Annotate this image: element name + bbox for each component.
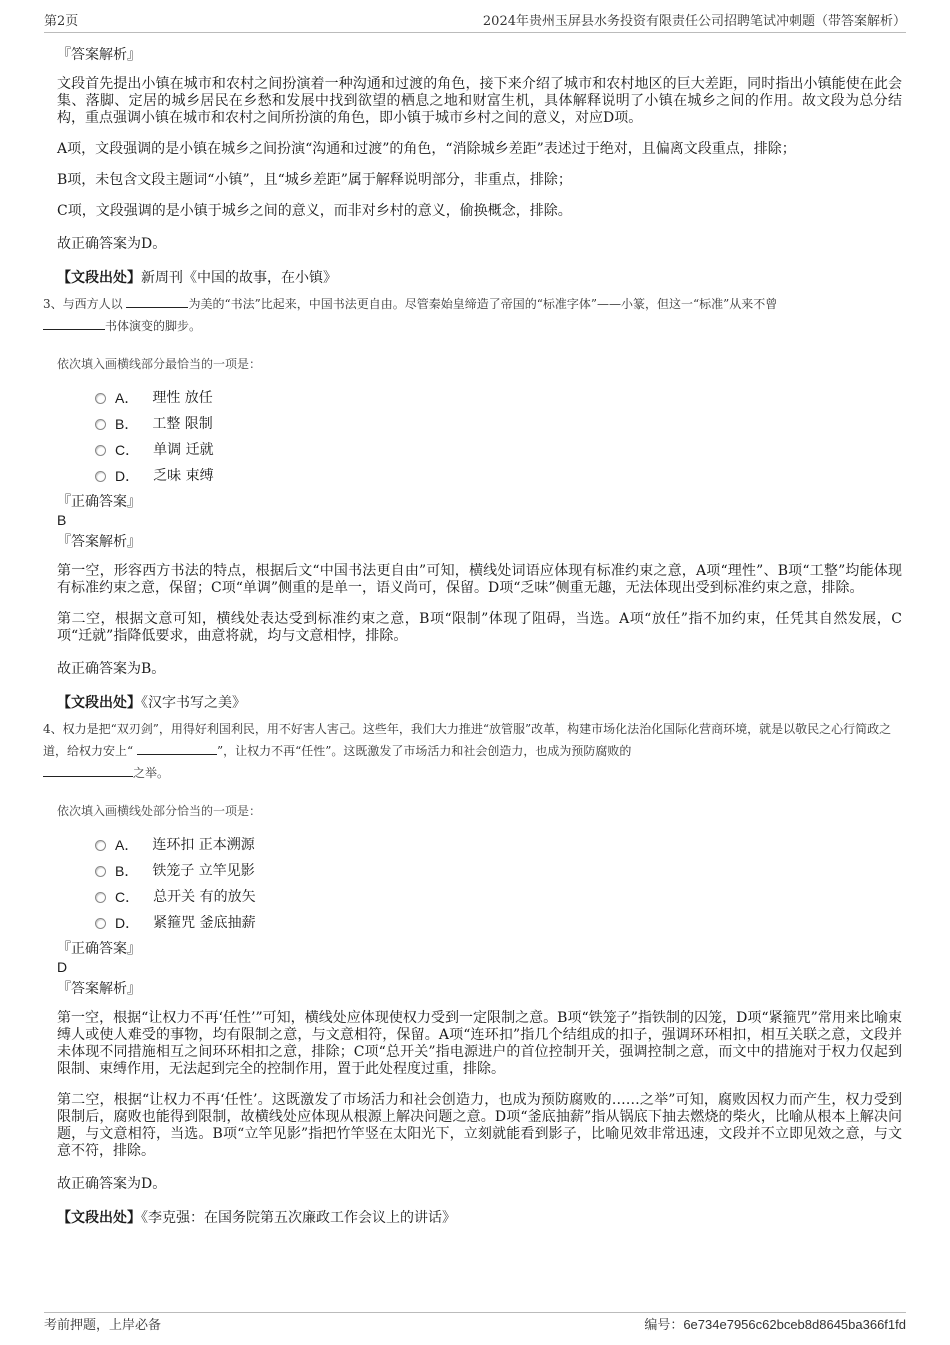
q3-option-a[interactable]: A． 理性 放任 [95,389,902,407]
q3-option-b[interactable]: B． 工整 限制 [95,415,902,433]
fill-blank [126,295,188,308]
q4-option-b[interactable]: B． 铁笼子 立竿见影 [95,862,902,880]
q2-analysis-paragraph: C项，文段强调的是小镇于城乡之间的意义，而非对乡村的意义，偷换概念，排除。 [57,203,572,219]
source-text: 新周刊《中国的故事，在小镇》 [141,270,337,286]
source-text: 《李克强：在国务院第五次廉政工作会议上的讲话》 [141,1210,456,1226]
q4-option-a[interactable]: A． 连环扣 正本溯源 [95,836,902,854]
q3-answer-statement: 故正确答案为B。 [57,661,166,677]
page-footer [44,1314,906,1334]
page-content [43,38,902,1227]
radio-icon[interactable] [95,393,106,404]
q4-options [95,836,902,932]
source-text: 《汉字书写之美》 [141,695,246,711]
footer-divider [44,1312,906,1313]
fill-blank [43,317,105,330]
q2-analysis-label: 『答案解析』 [57,47,141,63]
q2-answer-statement: 故正确答案为D。 [57,236,167,252]
q3-option-c[interactable]: C． 单调 迁就 [95,441,902,459]
radio-icon[interactable] [95,918,106,929]
radio-icon[interactable] [95,840,106,851]
document-code: 编号：6e734e7956c62bceb8d8645ba366f1fd [644,1317,906,1333]
radio-icon[interactable] [95,419,106,430]
radio-icon[interactable] [95,471,106,482]
page-number: 第2页 [44,14,79,29]
footer-slogan: 考前押题，上岸必备 [44,1318,162,1333]
q4-answer-statement: 故正确答案为D。 [57,1176,167,1192]
q2-analysis-paragraph: A项，文段强调的是小镇在城乡之间扮演“沟通和过渡”的角色，“消除城乡差距”表述过于绝对，且偏离文段重点，排除； [57,141,796,157]
document-title: 2024年贵州玉屏县水务投资有限责任公司招聘笔试冲刺题（带答案解析） [482,14,906,29]
radio-icon[interactable] [95,892,106,903]
q3-source [57,694,902,712]
q3-analysis-label: 『答案解析』 [57,534,141,550]
q3-correct-label: 『正确答案』 [57,494,141,510]
q4-correct-label: 『正确答案』 [57,941,141,957]
fill-blank [43,764,133,777]
q3-options [95,389,902,485]
q2-source [57,269,902,287]
q3-correct-answer: B [57,512,67,528]
fill-blank [137,742,217,755]
q4-correct-answer: D [57,959,68,975]
source-tag: 【文段出处】 [57,695,141,711]
header-divider [44,32,906,33]
q3-stem: 3、与西方人以 为美的“书法”比起来，中国书法更自由。尽管秦始皇缔造了帝国的“标准字体”——小篆，但这一“标准”从来不曾 书体演变的脚步。 [43,297,778,333]
q4-analysis-label: 『答案解析』 [57,981,141,997]
q4-analysis-paragraph: 第一空，根据“让权力不再‘任性’”可知，横线处应体现使权力受到一定限制之意。B项“铁笼子”指铁制的囚笼，D项“紧箍咒”常用来比喻束缚人或使人难受的事物，均有限制之意，与文意相符，保留。A项“连环扣”指几个结组成的扣子，强调环环相扣，相互关联之意，文段并未体现不同措施相互之间环环相扣之意，排除；C项“总开关”指电源进户的首位控制开关，强调控制之意，而文中的措施对于权力仅起到限制、束缚作用，无法起到完全的控制作用，置于此处程度过重，排除。 [57,1010,902,1077]
q4-option-d[interactable]: D． 紧箍咒 釜底抽薪 [95,914,902,932]
q4-instruction: 依次填入画横线处部分恰当的一项是： [57,804,262,818]
q2-analysis-paragraph: B项，未包含文段主题词“小镇”，且“城乡差距”属于解释说明部分，非重点，排除； [57,172,572,188]
page-header [44,10,906,30]
q3-analysis-paragraph: 第一空，形容西方书法的特点，根据后文“中国书法更自由”可知，横线处词语应体现有标准约束之意，A项“理性”、B项“工整”均能体现有标准约束之意，保留；C项“单调”侧重的是单一，语义尚可，保留。D项“乏味”侧重无趣，无法体现出受到标准约束之意，排除。 [57,563,902,596]
q3-instruction: 依次填入画横线部分最恰当的一项是： [57,357,262,371]
source-tag: 【文段出处】 [57,1210,141,1226]
q4-source [57,1209,902,1227]
q3-option-d[interactable]: D． 乏味 束缚 [95,467,902,485]
q4-stem: 4、权力是把“双刃剑”，用得好利国利民，用不好害人害己。这些年，我们大力推进“放管服”改革，构建市场化法治化国际化营商环境，就是以敬民之心行简政之道，给权力安上“ ”，让权力不再“任性”。这既激发了市场活力和社会创造力，也成为预防腐败的 之举。 [43,722,892,780]
q4-analysis-paragraph: 第二空，根据“让权力不再‘任性’。这既激发了市场活力和社会创造力，也成为预防腐败的……之举”可知，腐败因权力而产生，权力受到限制后，腐败也能得到限制，故横线处应体现从根源上解决问题之意。D项“釜底抽薪”指从锅底下抽去燃烧的柴火，比喻从根本上解决问题，与文意相符，当选。B项“立竿见影”指把竹竿竖在太阳光下，立刻就能看到影子，比喻见效非常迅速，文段并不立即见效之意，与文意不符，排除。 [57,1092,902,1159]
q3-analysis-paragraph: 第二空，根据文意可知，横线处表达受到标准约束之意，B项“限制”体现了阻碍，当选。A项“放任”指不加约束，任凭其自然发展，C项“迁就”指降低要求，曲意将就，均与文意相悖，排除。 [57,611,902,644]
radio-icon[interactable] [95,445,106,456]
radio-icon[interactable] [95,866,106,877]
q2-analysis-paragraph: 文段首先提出小镇在城市和农村之间扮演着一种沟通和过渡的角色，接下来介绍了城市和农村地区的巨大差距，同时指出小镇能使在此会集、落脚、定居的城乡居民在乡愁和发展中找到欲望的栖息之地和财富生机，具体解释说明了小镇在城乡之间的作用。故文段为总分结构，重点强调小镇在城市和农村之间所扮演的角色，即小镇于城市乡村之间的意义，对应D项。 [57,76,902,126]
source-tag: 【文段出处】 [57,270,141,286]
q4-option-c[interactable]: C． 总开关 有的放矢 [95,888,902,906]
